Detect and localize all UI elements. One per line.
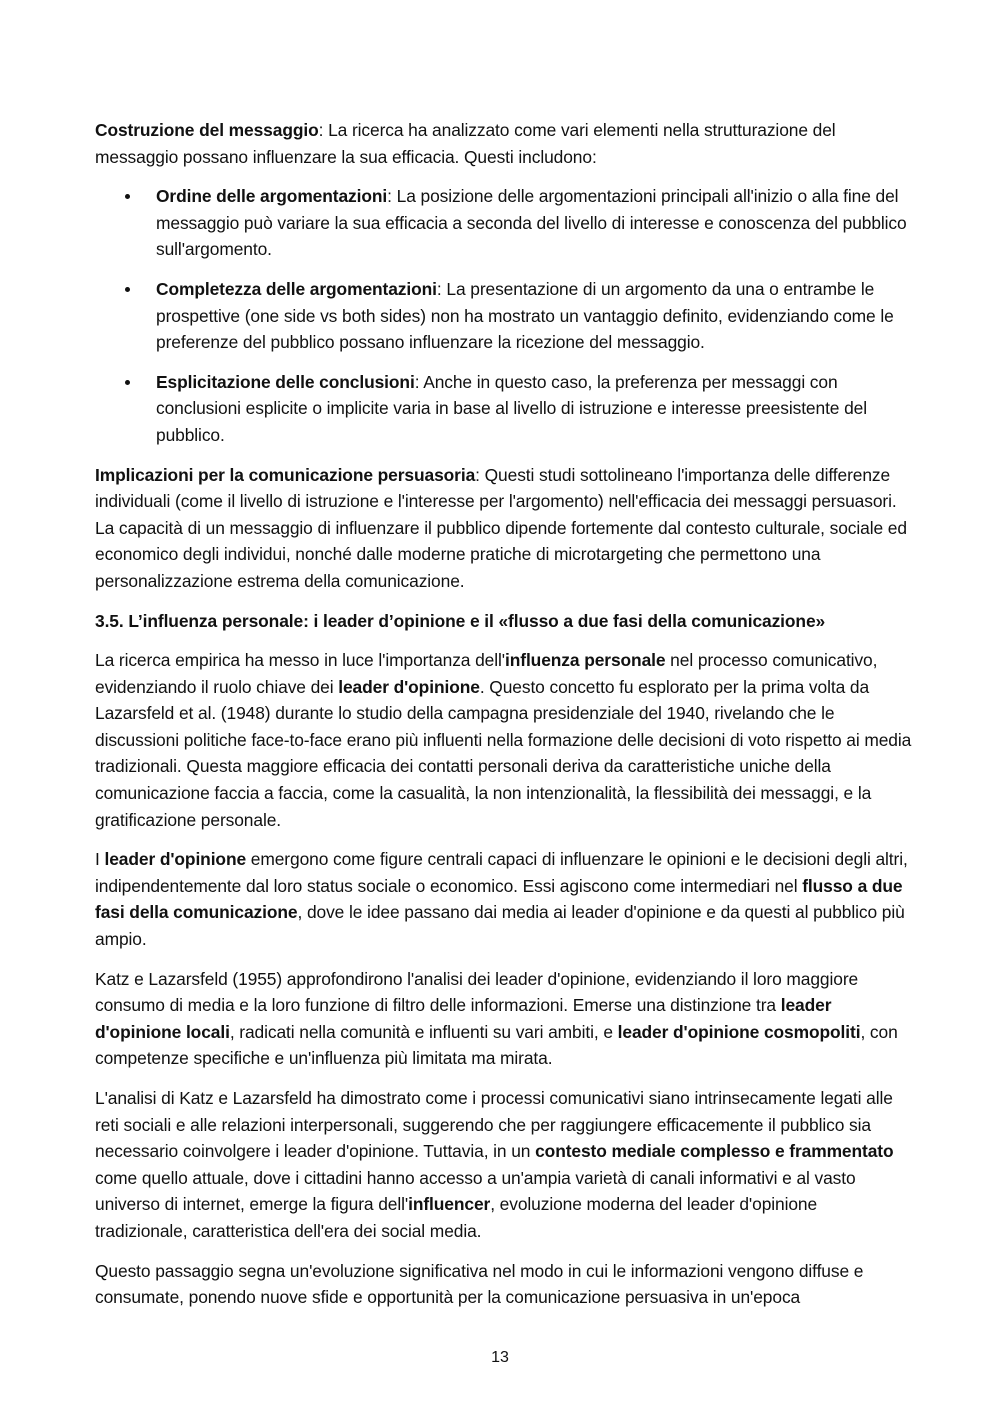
- term-costruzione-messaggio: Costruzione del messaggio: [95, 120, 319, 140]
- term-leader-opinione: leader d'opinione: [338, 676, 480, 697]
- term-contesto-mediale: contesto mediale complesso e frammentato: [535, 1141, 894, 1162]
- text-span: come quello attuale, dove i cittadini hanno accesso a un'ampia varietà di canali informativi e al vasto universo di internet, emerge la figura dell': [95, 1167, 856, 1215]
- paragraph-katz-lazarsfeld: [95, 966, 913, 1072]
- page-number: 13: [491, 1349, 509, 1366]
- term-esplicitazione-conclusioni: Esplicitazione delle conclusioni: [156, 371, 415, 392]
- paragraph-passaggio: [95, 1258, 913, 1311]
- term-leader-opinione: leader d'opinione: [104, 849, 247, 870]
- bullet-icon: [125, 194, 130, 199]
- term-influencer: influencer: [408, 1194, 491, 1215]
- term-implicazioni: Implicazioni per la comunicazione persuasoria: [95, 464, 476, 485]
- text-span: , evoluzione moderna del leader d'opinione tradizionale, caratteristica dell'era dei social media.: [95, 1194, 818, 1241]
- text-span: : Questi studi sottolineano l'importanza delle differenze individuali (come il livello di istruzione e l'interesse per l'argomento) nell'efficacia dei messaggi persuasori. La capacità di un messaggio di influenzare il pubblico dipende fortemente dal contesto culturale, sociale ed economico degli individui, nonché dalle moderne pratiche di microtargeting che permettono una personalizzazione estrema della comunicazione.: [95, 464, 907, 591]
- text-span: L'analisi di Katz e Lazarsfeld ha dimostrato come i processi comunicativi siano intrinsecamente legati alle reti sociali e alle relazioni interpersonali, suggerendo che per raggiungere efficacemente il pubblico sia necessario coinvolgere i leader d'opinione. Tuttavia, in un: [95, 1088, 893, 1162]
- term-flusso-due-fasi: flusso a due fasi della comunicazione: [95, 875, 903, 923]
- text-span: Katz e Lazarsfeld (1955) approfondirono l'analisi dei leader d'opinione, evidenziando il loro maggiore consumo di media e la loro funzione di filtro delle informazioni. Emerse una distinzione tra: [95, 968, 859, 1016]
- text-span: , dove le idee passano dai media ai leader d'opinione e da questi al pubblico più ampio.: [95, 902, 905, 950]
- section-heading: 3.5. L’influenza personale: i leader d’opinione e il «flusso a due fasi della comunicazione»: [95, 610, 826, 631]
- text-span: La ricerca empirica ha messo in luce l'importanza dell': [95, 650, 505, 671]
- list-item: [95, 183, 913, 263]
- term-leader-cosmopoliti: leader d'opinione cosmopoliti: [617, 1021, 861, 1042]
- paragraph-costruzione-messaggio: [95, 117, 913, 170]
- term-completezza-argomentazioni: Completezza delle argomentazioni: [156, 278, 437, 299]
- text-span: I: [95, 849, 105, 870]
- list-item: [95, 369, 913, 449]
- list-item: [95, 276, 913, 356]
- term-influenza-personale: influenza personale: [505, 650, 666, 671]
- text-span: nel processo comunicativo, evidenziando il ruolo chiave dei: [95, 650, 878, 697]
- term-leader-locali: leader d'opinione locali: [95, 995, 832, 1042]
- paragraph-leader-opinione: [95, 846, 913, 952]
- paragraph-implicazioni: [95, 462, 913, 595]
- text-span: , con competenze specifiche e un'influenza più limitata ma mirata.: [95, 1021, 898, 1069]
- page-content: [95, 117, 913, 1324]
- text-span: emergono come figure centrali capaci di influenzare le opinioni e le decisioni degli altri, indipendentemente dal loro status sociale o economico. Essi agiscono come intermediari nel: [95, 849, 908, 896]
- text-span: : La ricerca ha analizzato come vari elementi nella strutturazione del messaggio possano influenzare la sua efficacia. Questi includono:: [95, 120, 836, 167]
- text-span: . Questo concetto fu esplorato per la prima volta da Lazarsfeld et al. (1948) durante lo studio della campagna presidenziale del 1940, rivelando che le discussioni politiche face-to-face erano più influenti nella formazione delle decisioni di voto rispetto ai media tradizionali. Questa maggiore efficacia dei contatti personali deriva da caratteristiche uniche della comunicazione faccia a faccia, come la casualità, la non intenzionalità, la flessibilità dei messaggi, e la gratificazione personale.: [95, 676, 912, 830]
- text-span: : Anche in questo caso, la preferenza per messaggi con conclusioni esplicite o implicite varia in base al livello di istruzione e interesse preesistente del pubblico.: [156, 371, 868, 445]
- bullet-icon: [125, 380, 130, 385]
- text-span: : La presentazione di un argomento da una o entrambe le prospettive (one side vs both sides) non ha mostrato un vantaggio definito, evidenziando come le preferenze del pubblico possano influenzare la ricezione del messaggio.: [156, 278, 894, 353]
- text-span: , radicati nella comunità e influenti su vari ambiti, e: [229, 1021, 618, 1042]
- bullet-icon: [125, 287, 130, 292]
- bullet-list: [95, 183, 913, 448]
- paragraph-ricerca-empirica: [95, 647, 913, 833]
- paragraph-analisi: [95, 1085, 913, 1245]
- term-ordine-argomentazioni: Ordine delle argomentazioni: [156, 186, 388, 207]
- text-span: Questo passaggio segna un'evoluzione significativa nel modo in cui le informazioni vengono diffuse e consumate, ponendo nuove sfide e opportunità per la comunicazione persuasiva in un'epoca: [95, 1260, 864, 1308]
- text-span: : La posizione delle argomentazioni principali all'inizio o alla fine del messaggio può variare la sua efficacia a seconda del livello di interesse e conoscenza del pubblico sull'argomento.: [156, 186, 907, 260]
